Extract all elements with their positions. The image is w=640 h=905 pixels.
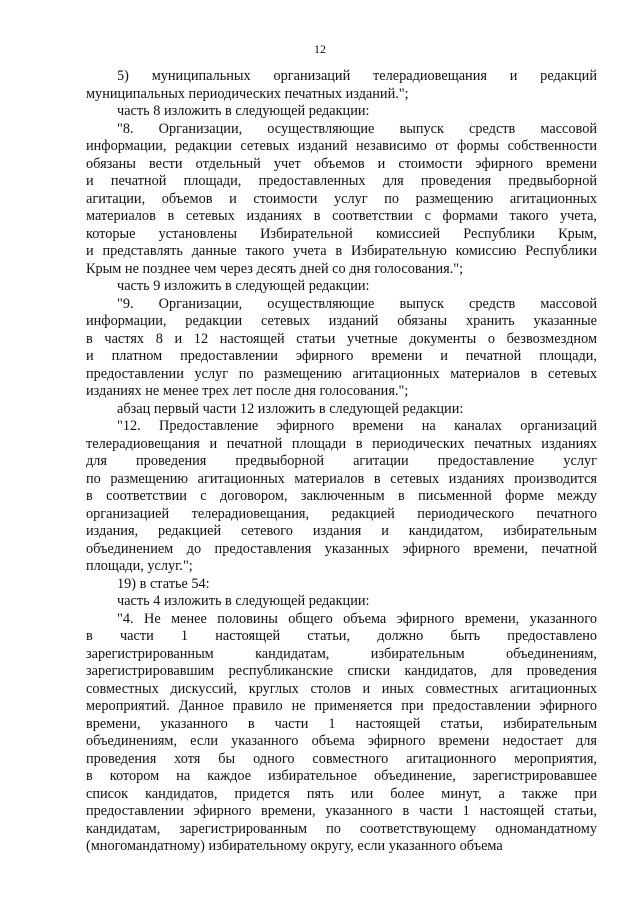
text-line: предоставлении услуг по размещению агитационных материалов в сетевых — [86, 365, 597, 382]
text-line: "12. Предоставление эфирного времени на каналах организаций — [117, 418, 597, 434]
text-line: материалов в сетевых изданиях в соответствии с формами такого учета, — [86, 208, 597, 224]
text-line: изданиях не менее трех лет после дня голосования."; — [86, 383, 409, 399]
text-line: муниципальных периодических печатных изданий."; — [86, 85, 409, 102]
text-line: зарегистрировавшим республиканские списки кандидатов, для проведения — [86, 663, 597, 679]
text-line: и платном предоставлении эфирного времени и печатной площади, — [86, 348, 597, 364]
paragraph — [86, 576, 597, 594]
text-line: объединением до предоставления указанных эфирного времени, печатной — [86, 540, 597, 557]
text-line: часть 4 изложить в следующей редакции: — [117, 593, 370, 609]
paragraph — [86, 418, 597, 576]
text-line: кандидатам, зарегистрированным по соответствующему одномандатному — [86, 820, 597, 837]
text-line: и печатной площади, предоставленных для проведения предвыборной — [86, 173, 597, 189]
paragraph — [86, 103, 597, 121]
text-line: абзац первый части 12 изложить в следующей редакции: — [117, 400, 464, 417]
text-line: "9. Организации, осуществляющие выпуск средств массовой — [117, 295, 597, 312]
paragraph — [86, 611, 597, 856]
text-line: проведения хотя бы одного совместного агитационного мероприятия, — [86, 750, 597, 767]
text-line: совместных дискуссий, круглых столов и иных совместных агитационных — [86, 680, 597, 697]
text-line: 19) в статье 54: — [117, 575, 210, 592]
paragraph — [86, 296, 597, 401]
text-line: издания, редакцией сетевого издания и кандидатом, избирательным — [86, 523, 597, 539]
text-line: информации, редакции сетевых изданий обязаны хранить указанные — [86, 313, 597, 329]
text-line: часть 8 изложить в следующей редакции: — [117, 103, 370, 119]
text-line: Крым не позднее чем через десять дней со дня голосования."; — [86, 260, 464, 277]
text-line: обязаны вести отдельный учет объемов и стоимости эфирного времени — [86, 155, 597, 172]
text-line: и представлять данные такого учета в Избирательную комиссию Республики — [86, 243, 597, 259]
paragraph — [86, 278, 597, 296]
text-line: которые установлены Избирательной комиссией Республики Крым, — [86, 225, 597, 242]
text-line: для проведения предвыборной агитации предоставление услуг — [86, 453, 597, 469]
text-line: площади, услуг."; — [86, 558, 193, 574]
text-line: зарегистрированным кандидатам, избирательным объединениям, — [86, 645, 597, 662]
text-line: объединениям, если указанного объема эфирного времени недостает для — [86, 733, 597, 749]
text-line: предоставлении эфирного времени, указанного в части 1 настоящей статьи, — [86, 803, 597, 819]
text-line: информации, редакции сетевых изданий независимо от формы собственности — [86, 138, 597, 154]
text-line: список кандидатов, придется пять или более минут, а также при — [86, 785, 597, 802]
page-number: 12 — [314, 42, 326, 56]
paragraph — [86, 68, 597, 103]
text-line: в части 1 настоящей статьи, должно быть предоставлено — [86, 628, 597, 644]
text-line: в соответствии с договором, заключенным в письменной форме между — [86, 488, 597, 504]
text-line: мероприятий. Данное правило не применяется при предоставлении эфирного — [86, 698, 597, 714]
text-line: в частях 8 и 12 настоящей статьи учетные документы о безвозмездном — [86, 330, 597, 347]
paragraph — [86, 593, 597, 611]
text-line: времени, указанного в части 1 настоящей статьи, избирательным — [86, 715, 597, 732]
paragraph — [86, 401, 597, 419]
text-line: часть 9 изложить в следующей редакции: — [117, 278, 370, 294]
text-line: агитации, объемов и стоимости услуг по размещению агитационных — [86, 190, 597, 207]
text-line: по размещению агитационных материалов в сетевых изданиях производится — [86, 470, 597, 487]
text-line: "8. Организации, осуществляющие выпуск средств массовой — [117, 120, 597, 137]
text-line: 5) муниципальных организаций телерадиовещания и редакций — [117, 68, 597, 84]
text-line: организацией телерадиовещания, редакцией периодического печатного — [86, 505, 597, 522]
document-body — [86, 68, 597, 856]
paragraph — [86, 121, 597, 279]
text-line: "4. Не менее половины общего объема эфирного времени, указанного — [117, 610, 597, 627]
text-line: (многомандатному) избирательному округу, если указанного объема — [86, 838, 503, 854]
text-line: телерадиовещания и печатной площади в периодических печатных изданиях — [86, 435, 597, 452]
text-line: в котором на каждое избирательное объединение, зарегистрировавшее — [86, 768, 597, 784]
